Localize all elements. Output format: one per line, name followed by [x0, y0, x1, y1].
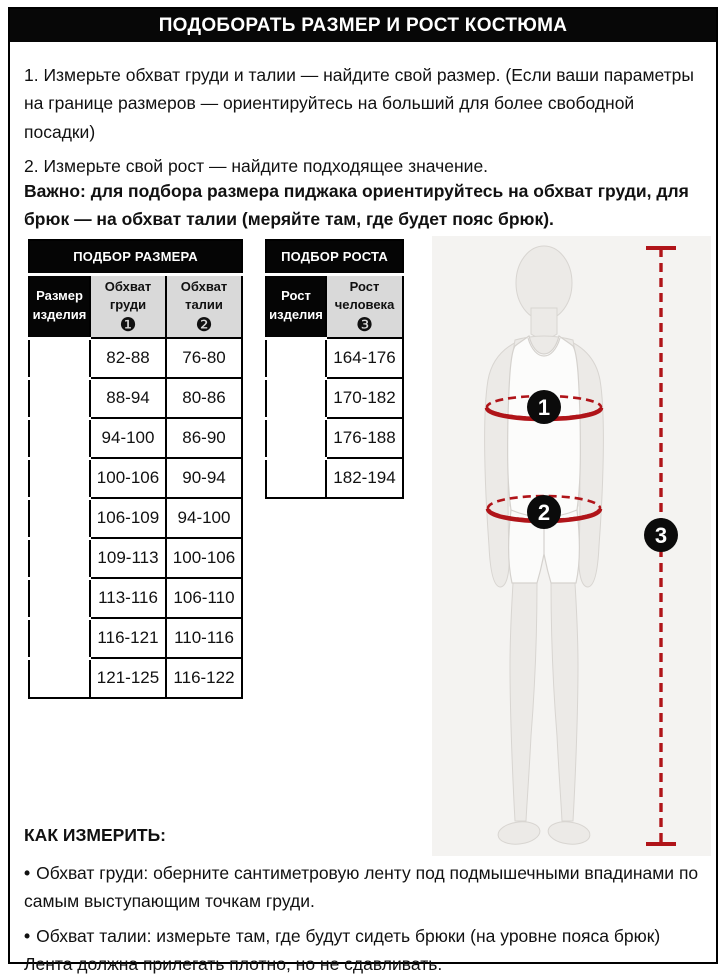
range-cell: 170-182 — [326, 378, 403, 418]
col-header-person-label: Рост человека — [334, 278, 395, 313]
chest-cell: 94-100 — [90, 418, 166, 458]
height-table — [265, 239, 404, 499]
chest-cell: 100-106 — [90, 458, 166, 498]
page-frame — [8, 7, 718, 974]
table-row — [29, 458, 242, 498]
how-to-item-waist-text: Обхват талии: измерьте там, где будут сидеть брюки (на уровне пояса брюк) Лента должна прилегать плотно, но не сдавливать. — [24, 926, 661, 974]
size-cell: 60 — [29, 658, 90, 698]
table-row — [29, 538, 242, 578]
waist-cell: 80-86 — [166, 378, 242, 418]
intro-step-1: 1. Измерьте обхват груди и талии — найдите свой размер. (Если ваши параметры на границе размеров — ориентируйтесь на больший для более свободной посадки) — [24, 65, 694, 142]
chest-cell: 116-121 — [90, 618, 166, 658]
table-row — [266, 378, 403, 418]
col-header-person-height — [326, 274, 403, 338]
waist-cell: 106-110 — [166, 578, 242, 618]
table-row — [29, 498, 242, 538]
range-cell: 182-194 — [326, 458, 403, 498]
size-cell: 52 — [29, 498, 90, 538]
col-header-waist-label: Обхват талии — [180, 278, 228, 313]
how-to-item-waist — [24, 922, 712, 978]
size-cell: 56 — [29, 578, 90, 618]
height-cell: 170 — [266, 338, 326, 378]
height-cell: 182 — [266, 418, 326, 458]
waist-cell: 100-106 — [166, 538, 242, 578]
height-table-header-row — [266, 274, 403, 338]
marker-1-badge — [527, 390, 561, 424]
waist-cell: 94-100 — [166, 498, 242, 538]
table-row — [29, 658, 242, 698]
size-cell: 48 — [29, 418, 90, 458]
waist-cell: 86-90 — [166, 418, 242, 458]
range-cell: 164-176 — [326, 338, 403, 378]
table-row — [29, 578, 242, 618]
tank-top — [508, 336, 581, 519]
waist-cell: 110-116 — [166, 618, 242, 658]
chest-cell: 88-94 — [90, 378, 166, 418]
waist-cell: 76-80 — [166, 338, 242, 378]
height-cell: 188 — [266, 458, 326, 498]
range-cell: 176-188 — [326, 418, 403, 458]
size-cell: 50 — [29, 458, 90, 498]
marker-2-badge — [527, 495, 561, 529]
chest-cell: 113-116 — [90, 578, 166, 618]
table-row — [29, 618, 242, 658]
important-note: Важно: для подбора размера пиджака ориентируйтесь на обхват груди, для брюк — на обхват талии (меряйте там, где будет пояс брюк). — [24, 181, 689, 229]
waist-cell: 116-122 — [166, 658, 242, 698]
size-cell: 46 — [29, 378, 90, 418]
marker-2-label: 2 — [537, 500, 551, 525]
chest-marker-icon: ❶ — [119, 315, 137, 337]
marker-3-badge — [644, 518, 678, 552]
waist-marker-icon: ❷ — [195, 315, 213, 337]
size-table — [28, 239, 243, 699]
table-row — [266, 418, 403, 458]
page-title: ПОДОБОРАТЬ РАЗМЕР И РОСТ КОСТЮМА — [10, 9, 716, 42]
table-row — [266, 458, 403, 498]
how-to-item-chest-text: Обхват груди: оберните сантиметровую ленту под подмышечными впадинами по самым выступающим точкам груди. — [24, 863, 699, 911]
mannequin-figure — [432, 236, 711, 856]
marker-1-label: 1 — [537, 395, 551, 420]
bullet-icon: • — [24, 926, 31, 946]
size-table-header-row — [29, 274, 242, 338]
col-header-size: Размер изделия — [29, 274, 90, 338]
table-row — [29, 378, 242, 418]
table-row — [29, 418, 242, 458]
size-cell: 58 — [29, 618, 90, 658]
height-marker-icon: ❸ — [355, 315, 374, 337]
height-cell: 176 — [266, 378, 326, 418]
table-row — [29, 338, 242, 378]
table-row — [266, 338, 403, 378]
col-header-chest-label: Обхват груди — [104, 278, 152, 313]
how-to-measure-title: КАК ИЗМЕРИТЬ: — [24, 825, 166, 845]
waist-cell: 90-94 — [166, 458, 242, 498]
intro-step-2: 2. Измерьте свой рост — найдите подходящее значение. — [24, 156, 489, 177]
size-cell: 54 — [29, 538, 90, 578]
chest-cell: 121-125 — [90, 658, 166, 698]
intro-section — [24, 61, 694, 186]
chest-cell: 82-88 — [90, 338, 166, 378]
how-to-measure-section — [24, 821, 712, 978]
how-to-item-chest — [24, 859, 712, 915]
size-table-title: ПОДБОР РАЗМЕРА — [29, 240, 242, 274]
marker-3-label: 3 — [654, 523, 668, 548]
height-table-title: ПОДБОР РОСТА — [266, 240, 403, 274]
col-header-waist — [166, 274, 242, 338]
bullet-icon: • — [24, 863, 31, 883]
size-cell: 44 — [29, 338, 90, 378]
col-header-chest — [90, 274, 166, 338]
chest-cell: 109-113 — [90, 538, 166, 578]
col-header-height: Рост изделия — [266, 274, 326, 338]
chest-cell: 106-109 — [90, 498, 166, 538]
